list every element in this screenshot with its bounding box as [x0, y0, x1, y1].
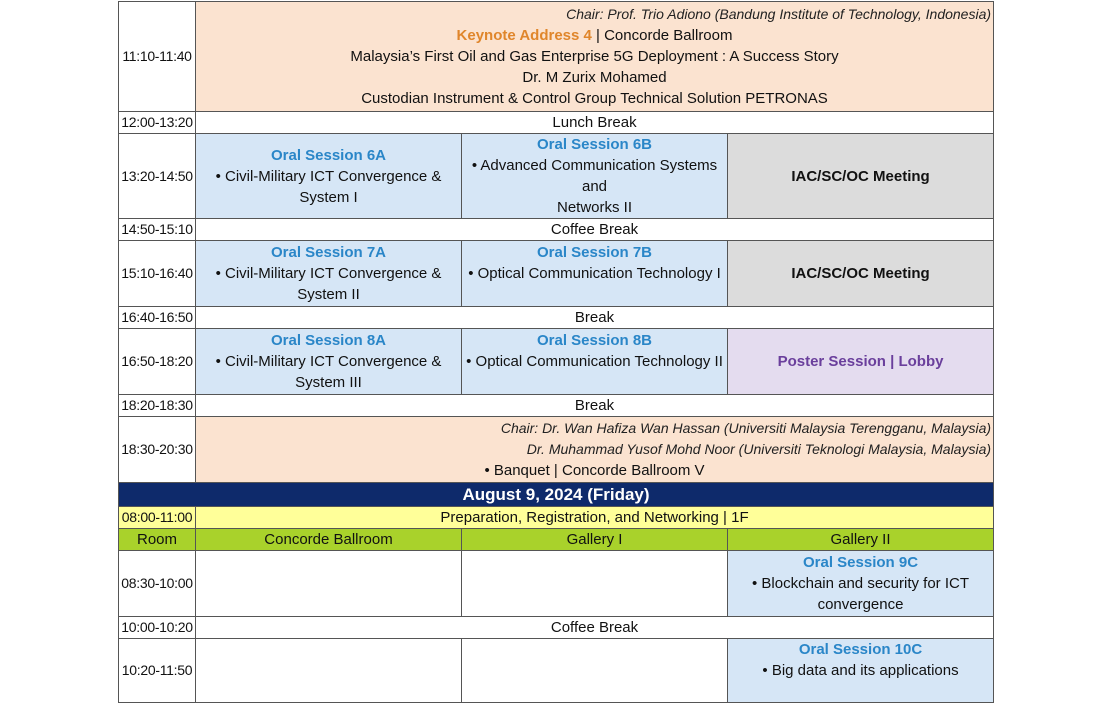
meeting-cell: IAC/SC/OC Meeting: [728, 134, 994, 219]
session-title: Oral Session 8A: [270, 332, 387, 349]
session-title: Oral Session 10C: [798, 641, 923, 658]
time-cell: 18:30-20:30: [119, 417, 196, 483]
break-cell: Coffee Break: [196, 219, 994, 241]
day-header-row: [119, 483, 994, 507]
time-cell: 12:00-13:20: [119, 112, 196, 134]
time-cell: 13:20-14:50: [119, 134, 196, 219]
break-row: [119, 307, 994, 329]
day-date: August 9, 2024 (Friday): [119, 483, 994, 507]
banquet-cell: [196, 417, 994, 483]
session-7-row: [119, 241, 994, 307]
break-cell: Coffee Break: [196, 617, 994, 639]
session-title: Oral Session 6B: [536, 136, 653, 153]
session-8-row: [119, 329, 994, 395]
room-header-row: [119, 529, 994, 551]
program-schedule-table: [118, 1, 994, 703]
lunch-row: [119, 112, 994, 134]
session-title: Oral Session 9C: [802, 554, 919, 571]
coffee-break-row: [119, 617, 994, 639]
session-9-row: [119, 551, 994, 617]
keynote-speaker: Dr. M Zurix Mohamed: [522, 69, 667, 86]
oral-session-10c: Oral Session 10C • Big data and its applications: [728, 639, 994, 703]
keynote-venue: Concorde Ballroom: [604, 27, 733, 44]
oral-session-8b: Oral Session 8B • Optical Communication Technology II: [462, 329, 728, 395]
meeting-cell: IAC/SC/OC Meeting: [728, 241, 994, 307]
banquet-label: • Banquet | Concorde Ballroom V: [484, 462, 705, 479]
oral-session-7b: Oral Session 7B • Optical Communication Technology I: [462, 241, 728, 307]
keynote-cell: Chair: Prof. Trio Adiono (Bandung Institute of Technology, Indonesia) Keynote Address 4 | Concorde Ballroom Malaysia’s First Oil and Gas Enterprise 5G Deployment : A Success Story Dr. M Zurix Mohamed Custodian Instrument & Control Group Technical Solution PETRONAS: [196, 2, 994, 112]
banquet-chair: Chair: Dr. Wan Hafiza Wan Hassan (Universiti Malaysia Terengganu, Malaysia): [500, 420, 992, 436]
break-row: [119, 395, 994, 417]
room-concorde-ballroom: Concorde Ballroom: [196, 529, 462, 551]
session-title: Oral Session 8B: [536, 332, 653, 349]
room-header: Room: [119, 529, 196, 551]
time-cell: 10:00-10:20: [119, 617, 196, 639]
oral-session-9c: Oral Session 9C • Blockchain and security for ICT convergence: [728, 551, 994, 617]
time-cell: 16:50-18:20: [119, 329, 196, 395]
banquet-co-chair: Dr. Muhammad Yusof Mohd Noor (Universiti Teknologi Malaysia, Malaysia): [526, 441, 992, 457]
empty-cell: [196, 639, 462, 703]
oral-session-6b: Oral Session 6B • Advanced Communication Systems and Networks II: [462, 134, 728, 219]
oral-session-7a: Oral Session 7A • Civil-Military ICT Convergence & System II: [196, 241, 462, 307]
session-10-row: [119, 639, 994, 703]
oral-session-6a: Oral Session 6A • Civil-Military ICT Convergence & System I: [196, 134, 462, 219]
keynote-affiliation: Custodian Instrument & Control Group Technical Solution PETRONAS: [361, 90, 828, 107]
session-title: Oral Session 6A: [270, 146, 387, 164]
coffee-break-row: [119, 219, 994, 241]
room-gallery-1: Gallery I: [462, 529, 728, 551]
session-title: Oral Session 7B: [536, 244, 653, 261]
keynote-row: [119, 2, 994, 112]
break-cell: Break: [196, 307, 994, 329]
break-cell: Lunch Break: [196, 112, 994, 134]
keynote-chair: Chair: Prof. Trio Adiono (Bandung Institute of Technology, Indonesia): [566, 6, 992, 22]
session-title: Oral Session 7A: [270, 244, 387, 261]
empty-cell: [462, 639, 728, 703]
empty-cell: [196, 551, 462, 617]
break-cell: Break: [196, 395, 994, 417]
session-6-row: [119, 134, 994, 219]
poster-session-cell: Poster Session | Lobby: [728, 329, 994, 395]
time-cell: 16:40-16:50: [119, 307, 196, 329]
oral-session-8a: Oral Session 8A • Civil-Military ICT Convergence & System III: [196, 329, 462, 395]
preparation-cell: Preparation, Registration, and Networking | 1F: [196, 507, 994, 529]
room-gallery-2: Gallery II: [728, 529, 994, 551]
time-cell: 18:20-18:30: [119, 395, 196, 417]
time-cell: 14:50-15:10: [119, 219, 196, 241]
keynote-label: Keynote Address 4: [456, 27, 592, 44]
time-cell: 10:20-11:50: [119, 639, 196, 703]
time-cell: 11:10-11:40: [119, 2, 196, 112]
time-cell: 08:30-10:00: [119, 551, 196, 617]
time-cell: 08:00-11:00: [119, 507, 196, 529]
time-cell: 15:10-16:40: [119, 241, 196, 307]
banquet-row: [119, 417, 994, 483]
empty-cell: [462, 551, 728, 617]
preparation-row: [119, 507, 994, 529]
keynote-title: Malaysia’s First Oil and Gas Enterprise 5G Deployment : A Success Story: [350, 48, 839, 65]
